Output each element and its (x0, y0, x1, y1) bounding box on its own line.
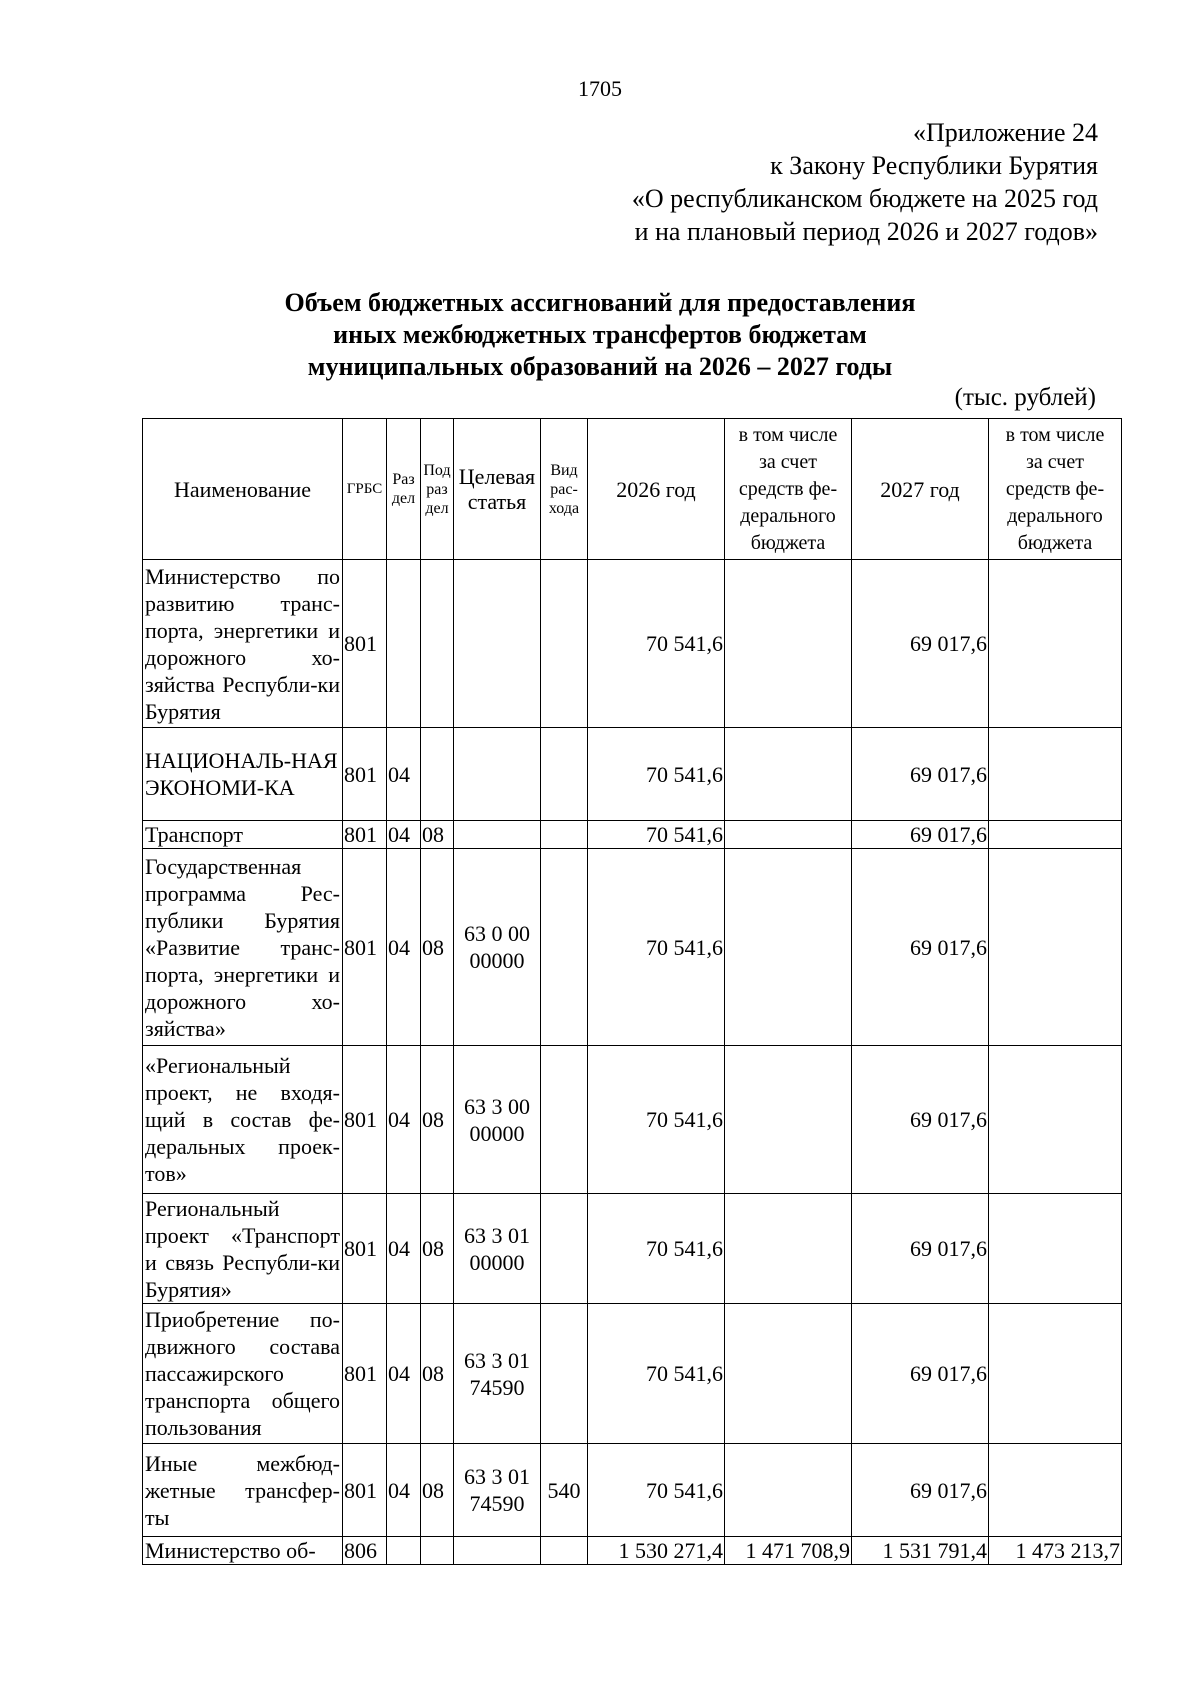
header-article: Целевая статья (454, 419, 541, 560)
appendix-line: «О республиканском бюджете на 2025 год (631, 184, 1098, 213)
cell-razdel: 04 (387, 1444, 421, 1537)
header-fed-2026: в том числе за счет средств фе- дерального бюджета (725, 419, 852, 560)
cell-2027: 1 531 791,4 (852, 1537, 989, 1565)
cell-expense-type (541, 1046, 588, 1194)
cell-target-article (454, 1537, 541, 1565)
cell-fed-2026 (725, 1304, 852, 1444)
cell-fed-2027 (989, 728, 1122, 821)
header-razdel: Раз дел (387, 419, 421, 560)
cell-podrazdel (421, 1537, 454, 1565)
header-2026: 2026 год (588, 419, 725, 560)
cell-razdel (387, 1537, 421, 1565)
cell-target-article: 63 3 01 74590 (454, 1304, 541, 1444)
cell-fed-2027: 1 473 213,7 (989, 1537, 1122, 1565)
cell-name: Транспорт (143, 821, 343, 849)
cell-podrazdel: 08 (421, 1046, 454, 1194)
cell-expense-type (541, 821, 588, 849)
cell-grbs: 801 (343, 821, 387, 849)
cell-podrazdel (421, 728, 454, 821)
cell-name: Государственная программа Рес-публики Бурятия «Развитие транс-порта, энергетики и дорожного хо-зяйства» (143, 849, 343, 1046)
table-row (143, 1194, 1122, 1304)
cell-2027: 69 017,6 (852, 560, 989, 728)
header-row (143, 419, 1122, 560)
cell-razdel: 04 (387, 1046, 421, 1194)
cell-2026: 70 541,6 (588, 821, 725, 849)
cell-grbs: 801 (343, 560, 387, 728)
table-row (143, 1304, 1122, 1444)
cell-2027: 69 017,6 (852, 1444, 989, 1537)
cell-target-article: 63 0 00 00000 (454, 849, 541, 1046)
cell-name: Министерство по развитию транс-порта, энергетики и дорожного хо-зяйства Республи-ки Бурятия (143, 560, 343, 728)
cell-razdel: 04 (387, 728, 421, 821)
cell-fed-2026 (725, 1444, 852, 1537)
cell-2026: 70 541,6 (588, 849, 725, 1046)
cell-2026: 70 541,6 (588, 1194, 725, 1304)
header-fed-2027: в том числе за счет средств фе- дерального бюджета (989, 419, 1122, 560)
cell-grbs: 801 (343, 1304, 387, 1444)
table-row (143, 1444, 1122, 1537)
cell-fed-2027 (989, 1444, 1122, 1537)
cell-fed-2027 (989, 1046, 1122, 1194)
cell-2026: 70 541,6 (588, 560, 725, 728)
cell-razdel: 04 (387, 1304, 421, 1444)
cell-grbs: 801 (343, 849, 387, 1046)
cell-fed-2026 (725, 560, 852, 728)
cell-name: Министерство об- (143, 1537, 343, 1565)
cell-target-article: 63 3 01 00000 (454, 1194, 541, 1304)
cell-fed-2026: 1 471 708,9 (725, 1537, 852, 1565)
cell-podrazdel: 08 (421, 1194, 454, 1304)
cell-fed-2026 (725, 1194, 852, 1304)
cell-fed-2026 (725, 728, 852, 821)
cell-expense-type (541, 1304, 588, 1444)
cell-razdel (387, 560, 421, 728)
cell-grbs: 801 (343, 1444, 387, 1537)
cell-expense-type (541, 560, 588, 728)
document-title (0, 287, 1200, 383)
cell-podrazdel: 08 (421, 849, 454, 1046)
cell-2026: 70 541,6 (588, 728, 725, 821)
appendix-line: и на плановый период 2026 и 2027 годов» (634, 217, 1098, 246)
cell-2027: 69 017,6 (852, 728, 989, 821)
cell-expense-type: 540 (541, 1444, 588, 1537)
cell-fed-2027 (989, 821, 1122, 849)
cell-2027: 69 017,6 (852, 849, 989, 1046)
cell-grbs: 806 (343, 1537, 387, 1565)
cell-fed-2027 (989, 560, 1122, 728)
table-row (143, 1046, 1122, 1194)
cell-fed-2027 (989, 1194, 1122, 1304)
cell-expense-type (541, 728, 588, 821)
cell-podrazdel: 08 (421, 1444, 454, 1537)
cell-2027: 69 017,6 (852, 1304, 989, 1444)
appendix-header (632, 116, 1098, 248)
cell-target-article (454, 728, 541, 821)
cell-podrazdel: 08 (421, 1304, 454, 1444)
cell-2026: 70 541,6 (588, 1046, 725, 1194)
cell-expense-type (541, 849, 588, 1046)
header-name: Наименование (143, 419, 343, 560)
appendix-line: «Приложение 24 (912, 118, 1098, 147)
cell-fed-2026 (725, 1046, 852, 1194)
cell-name: НАЦИОНАЛЬ-НАЯ ЭКОНОМИ-КА (143, 728, 343, 821)
page-number: 1705 (578, 76, 622, 101)
cell-podrazdel (421, 560, 454, 728)
table-row (143, 728, 1122, 821)
cell-razdel: 04 (387, 821, 421, 849)
cell-2027: 69 017,6 (852, 1046, 989, 1194)
header-grbs: ГРБС (343, 419, 387, 560)
cell-grbs: 801 (343, 728, 387, 821)
table-row (143, 821, 1122, 849)
cell-fed-2027 (989, 849, 1122, 1046)
cell-podrazdel: 08 (421, 821, 454, 849)
table-row (143, 560, 1122, 728)
cell-fed-2027 (989, 1304, 1122, 1444)
cell-name: Приобретение по-движного состава пассажирского транспорта общего пользования (143, 1304, 343, 1444)
cell-2027: 69 017,6 (852, 1194, 989, 1304)
header-podrazdel: Под раз дел (421, 419, 454, 560)
title-line: муниципальных образований на 2026 – 2027 годы (307, 352, 893, 381)
title-line: иных межбюджетных трансфертов бюджетам (333, 320, 867, 349)
cell-grbs: 801 (343, 1046, 387, 1194)
cell-target-article: 63 3 00 00000 (454, 1046, 541, 1194)
cell-2026: 70 541,6 (588, 1444, 725, 1537)
table-row (143, 1537, 1122, 1565)
appendix-line: к Закону Республики Бурятия (770, 151, 1098, 180)
cell-expense-type (541, 1194, 588, 1304)
cell-target-article (454, 560, 541, 728)
cell-expense-type (541, 1537, 588, 1565)
units-label: (тыс. рублей) (954, 384, 1096, 411)
cell-target-article (454, 821, 541, 849)
header-2027: 2027 год (852, 419, 989, 560)
table-row (143, 849, 1122, 1046)
budget-table (142, 418, 1122, 1565)
cell-razdel: 04 (387, 849, 421, 1046)
cell-target-article: 63 3 01 74590 (454, 1444, 541, 1537)
cell-fed-2026 (725, 821, 852, 849)
cell-razdel: 04 (387, 1194, 421, 1304)
title-line: Объем бюджетных ассигнований для предоставления (284, 288, 916, 317)
cell-name: Иные межбюд-жетные трансфер-ты (143, 1444, 343, 1537)
cell-name: Региональный проект «Транспорт и связь Республи-ки Бурятия» (143, 1194, 343, 1304)
cell-2026: 1 530 271,4 (588, 1537, 725, 1565)
cell-name: «Региональный проект, не входя-щий в состав фе-деральных проек-тов» (143, 1046, 343, 1194)
cell-grbs: 801 (343, 1194, 387, 1304)
cell-fed-2026 (725, 849, 852, 1046)
cell-2026: 70 541,6 (588, 1304, 725, 1444)
header-vid: Вид рас- хода (541, 419, 588, 560)
cell-2027: 69 017,6 (852, 821, 989, 849)
